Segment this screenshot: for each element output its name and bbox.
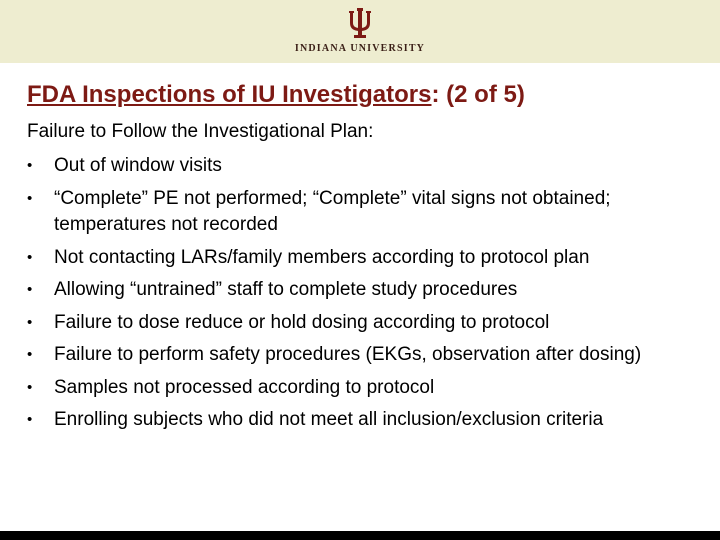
list-item-text: Out of window visits — [54, 155, 222, 176]
list-item — [27, 245, 677, 272]
list-item-text: Failure to dose reduce or hold dosing according to protocol — [54, 311, 550, 333]
bullet-icon: • — [27, 189, 33, 207]
issue-list — [27, 153, 677, 440]
header-banner — [0, 0, 720, 63]
trident-icon — [346, 8, 374, 38]
slide-subtitle: Failure to Follow the Investigational Plan: — [27, 121, 374, 142]
slide-title-suffix: : (2 of 5) — [431, 81, 525, 108]
list-item — [27, 342, 677, 369]
list-item-text: Not contacting LARs/family members according to protocol plan — [54, 246, 590, 268]
bullet-icon: • — [27, 313, 33, 331]
list-item-text: Allowing “untrained” staff to complete study procedures — [54, 279, 518, 300]
bullet-icon: • — [27, 411, 33, 428]
slide-title-main: FDA Inspections of IU Investigators — [27, 81, 432, 108]
list-item-text: Samples not processed according to protocol — [54, 376, 435, 398]
list-item-text: Enrolling subjects who did not meet all inclusion/exclusion criteria — [54, 409, 604, 430]
list-item-text: “Complete” PE not performed; “Complete” vital signs not obtained; temperatures not recorded — [54, 187, 611, 235]
list-item — [27, 153, 677, 180]
bullet-icon: • — [27, 346, 33, 363]
bullet-icon: • — [27, 281, 33, 298]
university-wordmark: INDIANA UNIVERSITY — [294, 43, 426, 54]
list-item — [27, 186, 677, 239]
slide-title — [27, 81, 525, 109]
list-item — [27, 277, 677, 304]
list-item — [27, 375, 677, 402]
bottom-bar — [0, 531, 720, 540]
bullet-icon: • — [27, 378, 33, 396]
list-item-text: Failure to perform safety procedures (EKGs, observation after dosing) — [54, 344, 642, 365]
list-item — [27, 310, 677, 337]
list-item — [27, 407, 677, 434]
bullet-icon: • — [27, 157, 33, 174]
bullet-icon: • — [27, 248, 33, 266]
